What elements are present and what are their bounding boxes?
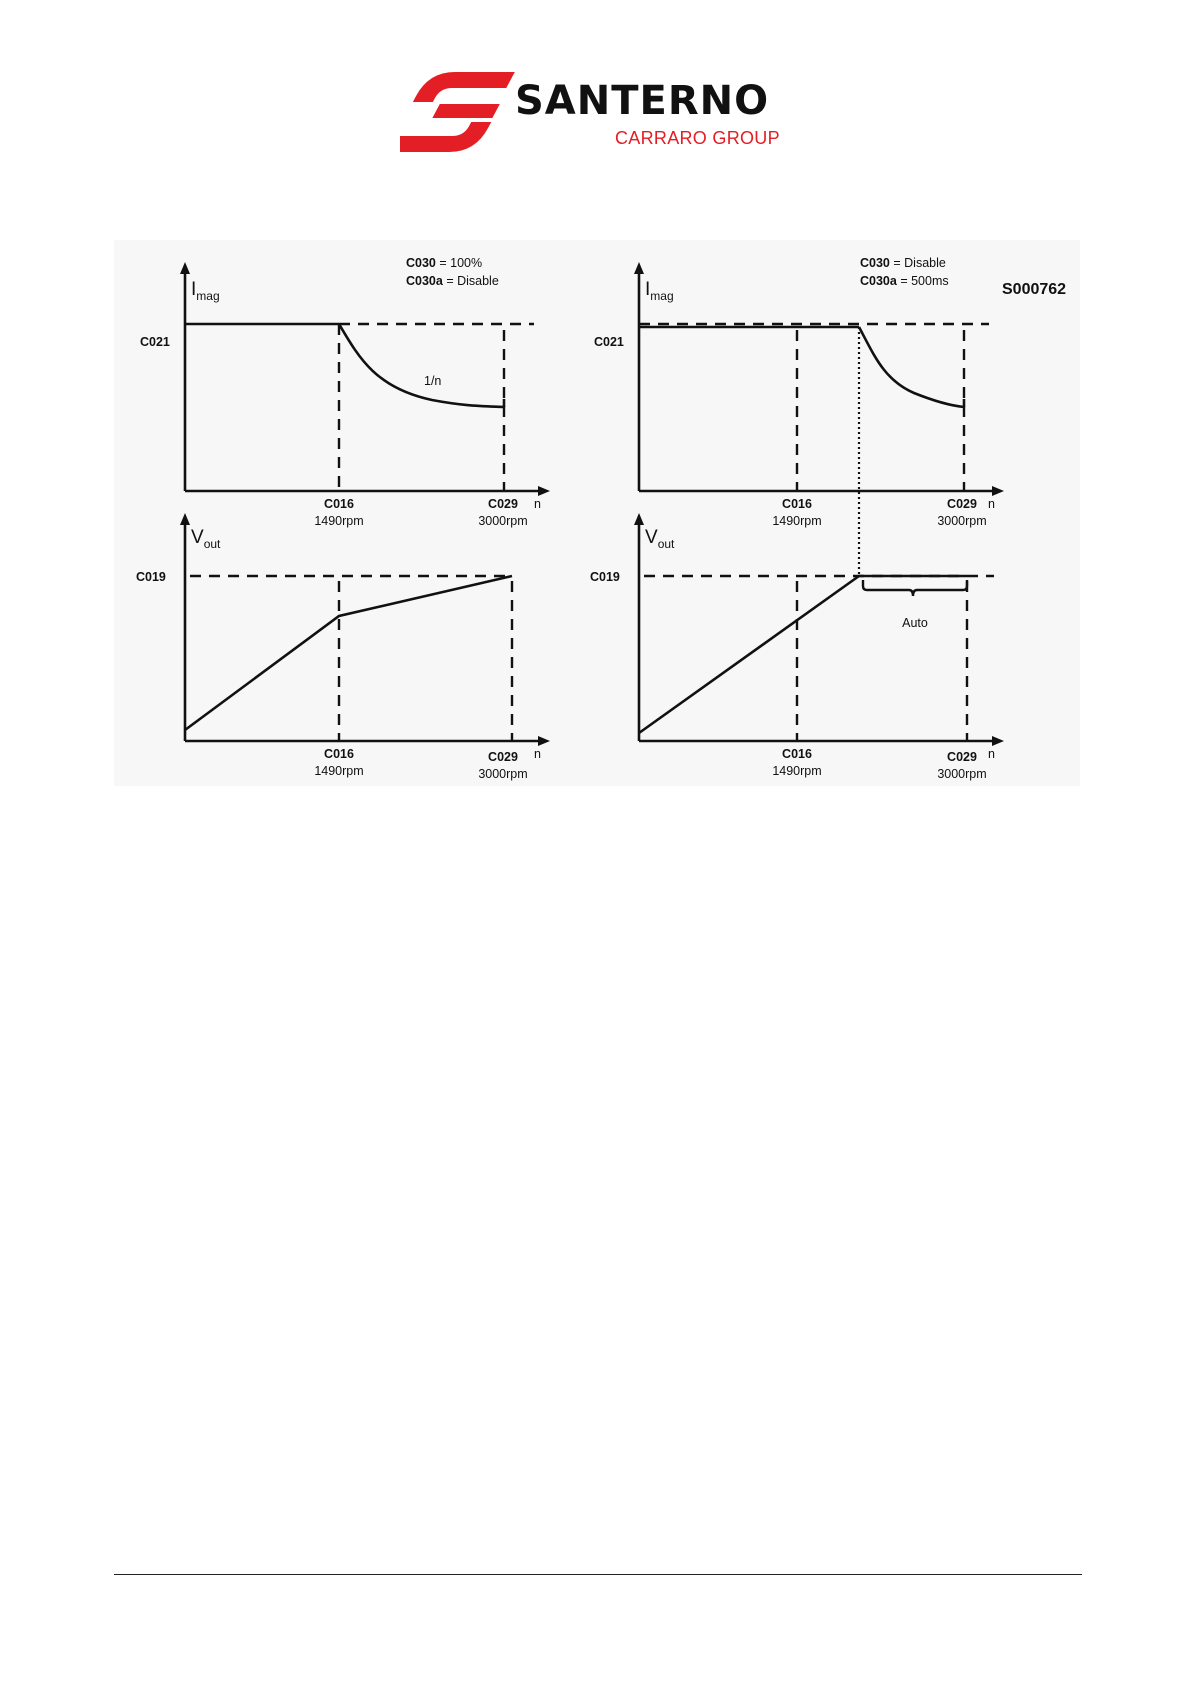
right-vout-brace-label: Auto bbox=[902, 616, 928, 630]
left-imag-tick-c029: C029 bbox=[488, 497, 518, 511]
right-imag-tick-c029: C029 bbox=[947, 497, 977, 511]
left-vout-level-label: C019 bbox=[136, 570, 166, 584]
brand-subtitle: CARRARO GROUP bbox=[615, 128, 780, 148]
right-imag-x-label: n bbox=[988, 497, 995, 511]
left-imag-tick-c029-value: 3000rpm bbox=[478, 514, 528, 528]
left-param-c030: C030 = 100% bbox=[406, 256, 483, 270]
figure-code: S000762 bbox=[1002, 281, 1067, 298]
right-vout-tick-c029-value: 3000rpm bbox=[937, 767, 987, 781]
left-imag-x-label: n bbox=[534, 497, 541, 511]
diagram-canvas bbox=[114, 240, 1080, 786]
left-vout-tick-c029: C029 bbox=[488, 750, 518, 764]
right-vout-tick-c029: C029 bbox=[947, 750, 977, 764]
left-imag-tick-c016-value: 1490rpm bbox=[314, 514, 364, 528]
brand-name: SANTERNO bbox=[515, 78, 770, 124]
left-imag-curve-label: 1/n bbox=[424, 374, 442, 388]
santerno-logo bbox=[400, 66, 800, 156]
right-vout-x-label: n bbox=[988, 747, 995, 761]
right-vout-y-label: $V_{out}$ bbox=[645, 527, 675, 551]
footer-rule bbox=[114, 1574, 1082, 1575]
left-imag-y-label: $I_{mag}$ bbox=[191, 279, 220, 303]
left-imag-level-label: C021 bbox=[140, 335, 170, 349]
left-vout-tick-c029-value: 3000rpm bbox=[478, 767, 528, 781]
right-imag-tick-c016-value: 1490rpm bbox=[772, 514, 822, 528]
left-vout-tick-c016: C016 bbox=[324, 747, 354, 761]
right-param-c030a: C030a = 500ms bbox=[860, 274, 949, 288]
left-param-c030a: C030a = Disable bbox=[406, 274, 499, 288]
left-vout-y-label: $V_{out}$ bbox=[191, 527, 221, 551]
left-vout-x-label: n bbox=[534, 747, 541, 761]
right-imag-y-label: $I_{mag}$ bbox=[645, 279, 674, 303]
diagram-background bbox=[114, 240, 1080, 786]
right-vout-tick-c016-value: 1490rpm bbox=[772, 764, 822, 778]
right-vout-tick-c016: C016 bbox=[782, 747, 812, 761]
left-imag-tick-c016: C016 bbox=[324, 497, 354, 511]
right-param-c030: C030 = Disable bbox=[860, 256, 946, 270]
left-vout-tick-c016-value: 1490rpm bbox=[314, 764, 364, 778]
right-imag-tick-c029-value: 3000rpm bbox=[937, 514, 987, 528]
santerno-mark-icon bbox=[400, 66, 520, 156]
right-imag-level-label: C021 bbox=[594, 335, 624, 349]
magnetizing-current-diagram bbox=[114, 240, 1080, 786]
right-vout-level-label: C019 bbox=[590, 570, 620, 584]
right-imag-tick-c016: C016 bbox=[782, 497, 812, 511]
